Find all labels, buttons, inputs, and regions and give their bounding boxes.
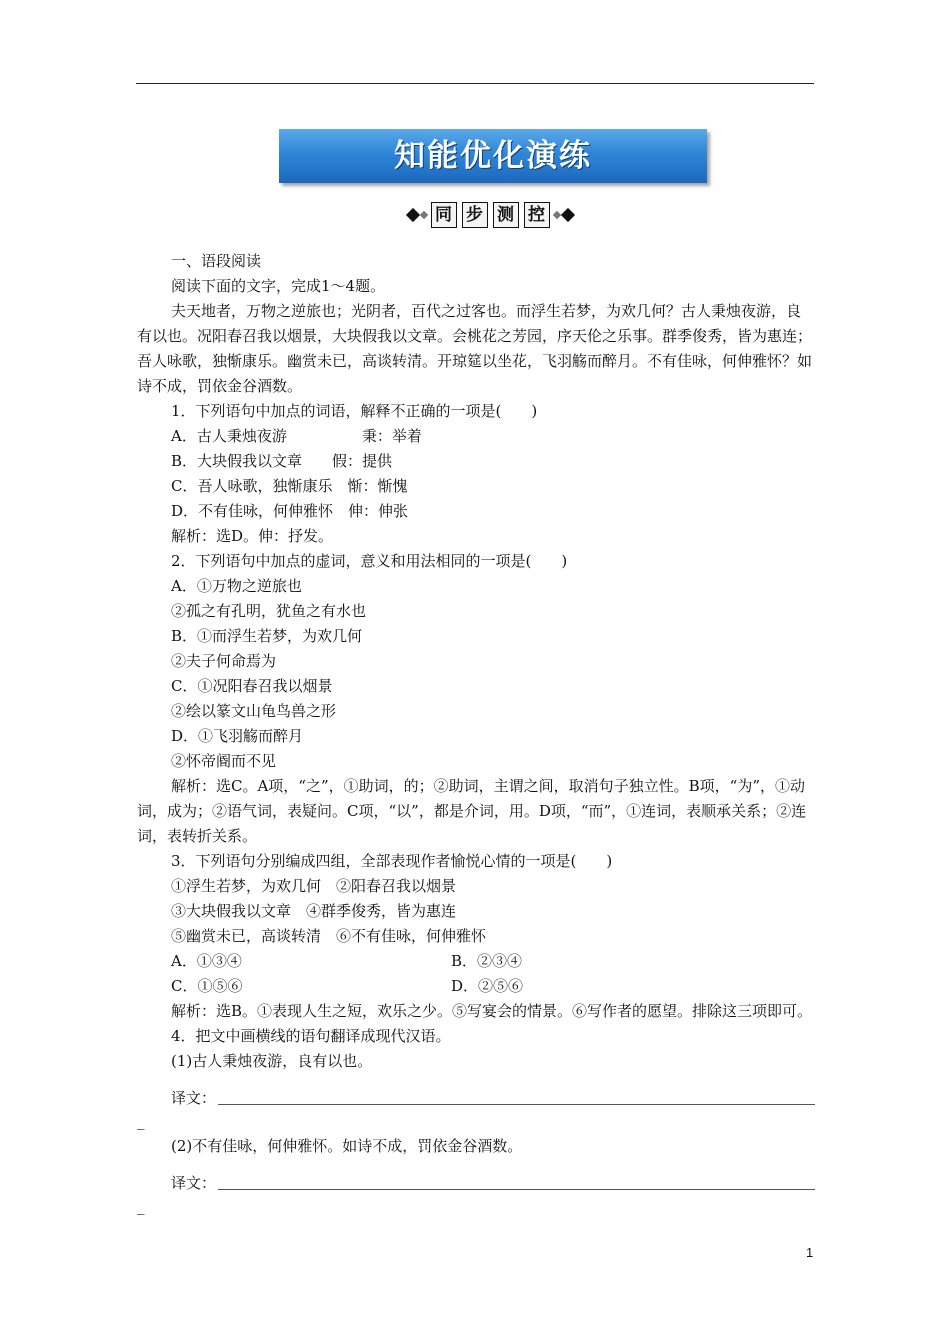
answer-line-1[interactable] — [137, 1074, 815, 1111]
question-2-analysis: 解析：选C。A项，“之”，①助词，的；②助词，主谓之间，取消句子独立性。B项，“为”，①动词，成为；②语气词，表疑问。C项，“以”，都是介词，用。D项，“而”，①连词，表顺承关系；②连词，表转折关系。 — [137, 777, 807, 845]
question-3-choices-row — [137, 974, 815, 999]
question-2-option: A．①万物之逆旅也 — [171, 577, 302, 595]
question-3-choice: A．①③④ — [171, 952, 242, 970]
question-2-option: ②怀帝阍而不见 — [171, 752, 277, 770]
question-3-item: ③大块假我以文章 ④群季俊秀，皆为惠连 — [171, 902, 457, 920]
document-body — [137, 249, 815, 1219]
diamond-icon — [560, 208, 574, 222]
question-4-sub-1: (1)古人秉烛夜游，良有以也。 — [171, 1052, 373, 1070]
question-2-option: ②孤之有孔明，犹鱼之有水也 — [171, 602, 367, 620]
answer-label: 译文： — [171, 1174, 217, 1192]
question-3-choice: B．②③④ — [451, 952, 523, 970]
diamond-icon — [419, 211, 427, 219]
question-2-stem: 2．下列语句中加点的虚词，意义和用法相同的一项是( ) — [171, 552, 568, 570]
question-1-stem: 1．下列语句中加点的词语，解释不正确的一项是( ) — [171, 402, 538, 420]
question-1-option: B．大块假我以文章 假：提供 — [171, 452, 393, 470]
answer-blank[interactable] — [218, 1103, 815, 1105]
question-2-option: C．①况阳春召我以烟景 — [171, 677, 333, 695]
diamond-icon — [552, 211, 560, 219]
question-1-option: A．古人秉烛夜游 秉：举着 — [171, 427, 422, 445]
line-continuation: _ — [137, 1112, 145, 1130]
sub-heading — [390, 201, 590, 229]
question-2-option: ②绘以篆文山龟鸟兽之形 — [171, 702, 337, 720]
title-banner — [279, 129, 707, 183]
question-3-choice: D．②⑤⑥ — [451, 977, 524, 995]
question-3-stem: 3．下列语句分别编成四组，全部表现作者愉悦心情的一项是( ) — [171, 852, 613, 870]
question-4-sub-2: (2)不有佳咏，何伸雅怀。如诗不成，罚依金谷酒数。 — [171, 1137, 523, 1155]
question-3-item: ①浮生若梦，为欢几何 ②阳春召我以烟景 — [171, 877, 457, 895]
question-3-analysis: 解析：选B。①表现人生之短，欢乐之少。⑤写宴会的情景。⑥写作者的愿望。排除这三项即可。 — [171, 1002, 813, 1020]
answer-label: 译文： — [171, 1089, 217, 1107]
diamond-icon — [405, 208, 419, 222]
sub-heading-char: 步 — [462, 202, 488, 228]
question-1-analysis: 解析：选D。伸：抒发。 — [171, 527, 334, 545]
banner-title: 知能优化演练 — [394, 138, 592, 174]
answer-blank[interactable] — [218, 1188, 815, 1190]
question-3-choices-row — [137, 949, 815, 974]
sub-heading-char: 测 — [493, 202, 519, 228]
question-2-option: D．①飞羽觞而醉月 — [171, 727, 304, 745]
question-1-option: D．不有佳咏，何伸雅怀 伸：伸张 — [171, 502, 409, 520]
sub-heading-char: 控 — [524, 202, 550, 228]
question-4-stem: 4．把文中画横线的语句翻译成现代汉语。 — [171, 1027, 451, 1045]
question-2-option: B．①而浮生若梦，为欢几何 — [171, 627, 363, 645]
question-3-item: ⑤幽赏未已，高谈转清 ⑥不有佳咏，何伸雅怀 — [171, 927, 487, 945]
section-title: 一、语段阅读 — [171, 252, 262, 270]
question-3-choice: C．①⑤⑥ — [171, 977, 243, 995]
question-1-option: C．吾人咏歌，独惭康乐 惭：惭愧 — [171, 477, 408, 495]
line-continuation: _ — [137, 1197, 145, 1215]
answer-line-2[interactable] — [137, 1159, 815, 1196]
passage: 夫天地者，万物之逆旅也；光阴者，百代之过客也。而浮生若梦，为欢几何？古人秉烛夜游，良有以也。况阳春召我以烟景，大块假我以文章。会桃花之芳园，序天伦之乐事。群季俊秀，皆为惠连；吾人咏歌，独惭康乐。幽赏未已，高谈转清。开琼筵以坐花，飞羽觞而醉月。不有佳咏，何伸雅怀？如诗不成，罚依金谷酒数。 — [137, 302, 813, 395]
header-rule — [136, 83, 814, 84]
question-2-option: ②夫子何命焉为 — [171, 652, 277, 670]
instruction: 阅读下面的文字，完成1～4题。 — [171, 277, 386, 295]
sub-heading-char: 同 — [431, 202, 457, 228]
page-number: 1 — [806, 1245, 814, 1260]
